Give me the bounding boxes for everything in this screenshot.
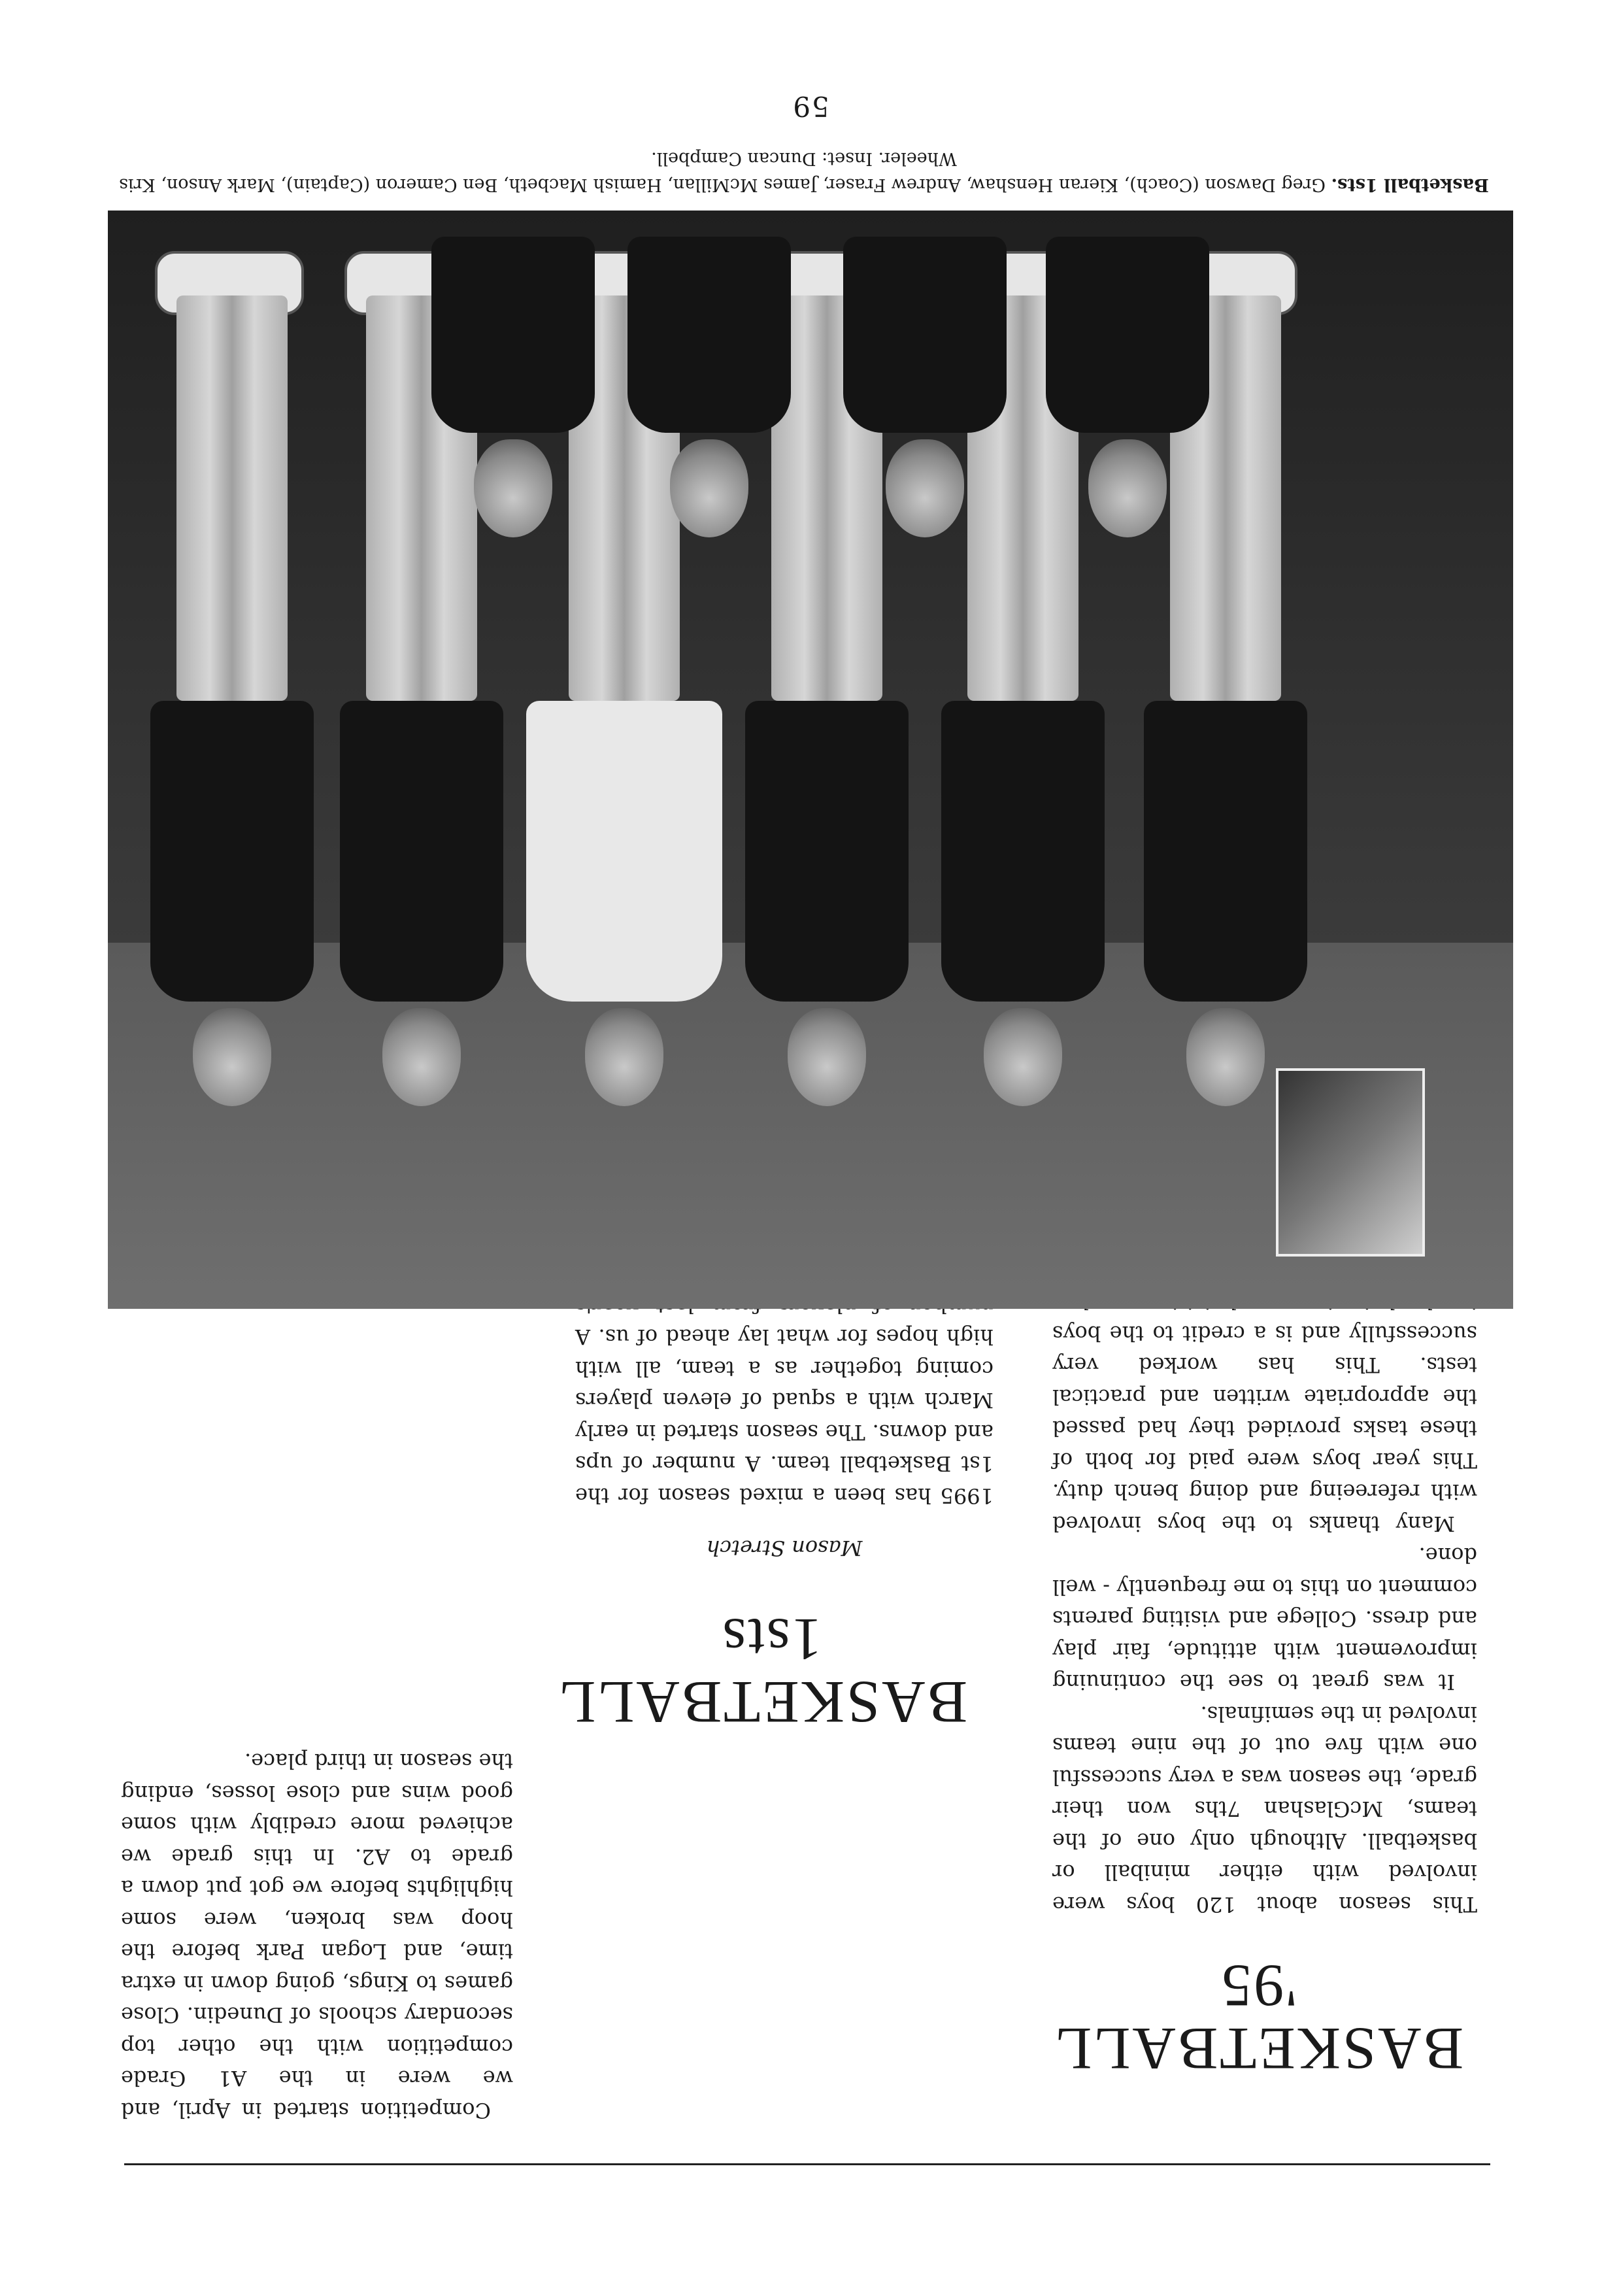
caption-text: Greg Dawson (Coach), Kieran Henshaw, Andrew Fraser, James McMillan, Hamish Macbeth, Ben Cameron (Captain), Mark Anson, Kris Wheeler. Inset: Duncan Campbell.: [119, 148, 1326, 195]
paragraph: Many thanks to the boys involved with refereeing and doing bench duty. This year boys were paid for both of these tasks provided they had passed the appropriate written and practical tests. This has worked very successfully and is a credit to the boys: [1052, 1321, 1477, 1536]
inset-photo: [1276, 1068, 1425, 1257]
main-heading: [1046, 1955, 1471, 2080]
paragraph: It was great to see the continuing improvement with attitude, fair play and dress. College and visiting parents comment on this to me frequently - well done.: [1052, 1543, 1477, 1695]
top-rule: [124, 2163, 1490, 2165]
article-basketball-1sts-part2: [121, 1746, 513, 2126]
photo-caption: [105, 145, 1503, 197]
page-number: 59: [792, 90, 829, 122]
caption-lead: Basketball 1sts.: [1331, 175, 1489, 195]
paragraph: This season about 120 boys were involved with either miniball or basketball. Although only one of the teams, McGlashan 7ths won their grade, the season was a very successful one with five out of the nine teams involved in the semifinals.: [1052, 1702, 1477, 1917]
main-heading-line2: '95: [1220, 1953, 1297, 2019]
sub-heading-line2: 1sts: [720, 1606, 822, 1673]
team-photo: [108, 211, 1513, 1309]
sub-heading: [557, 1606, 967, 1736]
paragraph: 1995 has been a mixed season for the 1st Basketball team. A number of ups and downs. The season started in early March with a squad of eleven players coming together as a team, all with high hopes for what lay ahead of us. A: [575, 1325, 994, 1508]
main-heading-line1: BASKETBALL: [1053, 2016, 1463, 2082]
paragraph: Competition started in April, and we were in the A1 Grade competition with the other top secondary schools of Dunedin. Close games to Kings, going down in extra time, and Logan Park before the hoop was broken, were some highlights before we got put down a grade to A2. In this grade we achieved more credibly with some good wins and close losses, ending the season in third place.: [121, 1749, 513, 2123]
sub-heading-line1: BASKETBALL: [557, 1669, 967, 1736]
byline: Mason Stretch: [706, 1536, 863, 1561]
